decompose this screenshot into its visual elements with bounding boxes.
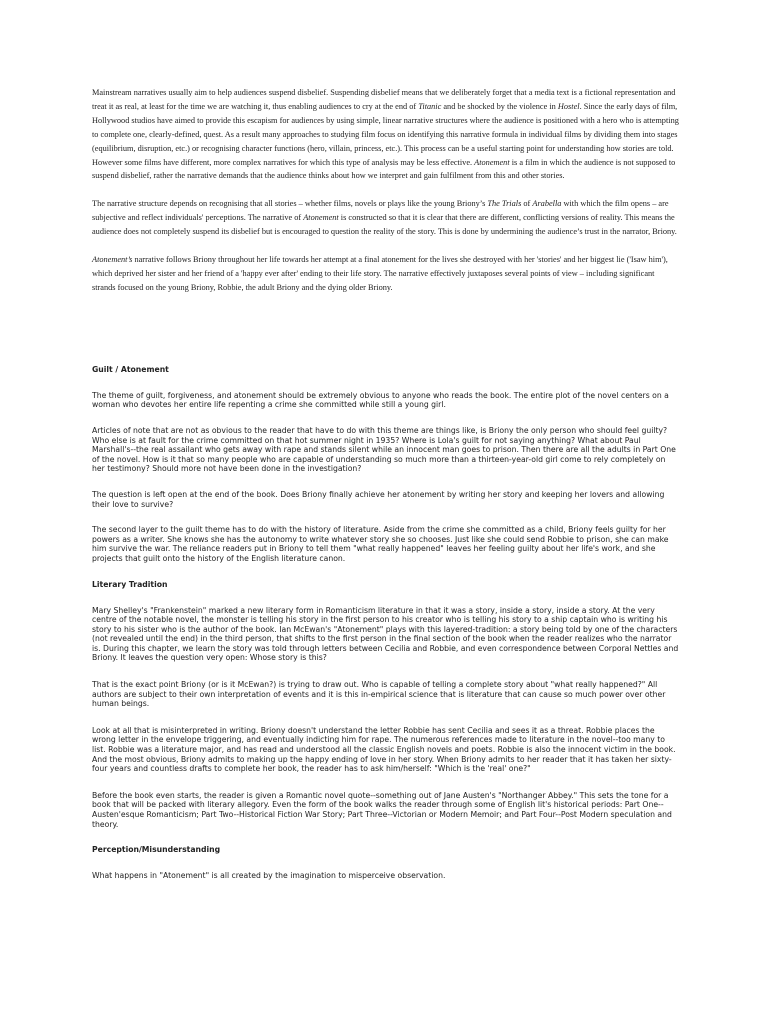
perception-paragraph-1: What happens in "Atonement" is all created by the imagination to misperceive observation.: [92, 871, 446, 881]
italic-title: Atonement: [474, 157, 510, 167]
guilt-paragraph-1: The theme of guilt, forgiveness, and atonement should be extremely obvious to anyone who reads the book. The entire plot of the novel centers on a woman who devotes her entire life repenting a crime she committed while still a young girl.: [92, 390, 669, 410]
literary-paragraph-3: Look at all that is misinterpreted in writing. Briony doesn't understand the letter Robbie has sent Cecilia and sees it as a threat. Robbie places the wrong letter in the envelope triggering, and eventually indicting him for rape. The numerous references made to literature in the novel--too many to list. Robbie was a literature major, and has read and understood all the classic English novels and poets. Robbie is also the innocent victim in the book. And the most obvious, Briony admits to making up the happy ending of love in her story. When Briony admits to her reader that it has taken her sixty-four years and countless drafts to complete her book, the reader has to ask him/herself: "Which is the 'real' one?": [92, 725, 676, 774]
literary-paragraph-2: That is the exact point Briony (or is it McEwan?) is trying to draw out. Who is capable of telling a complete story about "what really happened?" All authors are subject to their own interpretation of events and it is this in-empirical science that is literature that can cause so much power over other human beings.: [92, 680, 666, 709]
guilt-heading: Guilt / Atonement: [92, 364, 169, 374]
guilt-paragraph-3: The question is left open at the end of the book. Does Briony finally achieve her atonement by writing her story and keeping her lovers and allowing their love to survive?: [92, 489, 665, 509]
italic-title: The Trials: [487, 199, 522, 209]
italic-title: Titanic: [418, 101, 442, 111]
italic-title: Atonement’s: [92, 255, 133, 265]
intro-paragraph-2: The narrative structure depends on recognising that all stories – whether films, novels or plays like the young Briony’s The Trials of Arabella with which the film opens – are subjective and reflect individuals' perceptions. The narrative of Atonement is constructed so that it is clear that there are different, conflicting versions of reality. This means the audience does not completely suspend its disbelief but is encouraged to question the reality of the story. This is done by undermining the audience’s trust in the narrator, Briony.: [92, 199, 677, 237]
literary-heading: Literary Tradition: [92, 579, 168, 589]
italic-title: Hostel: [557, 101, 580, 111]
italic-title: Arabella: [532, 199, 562, 209]
guilt-paragraph-4: The second layer to the guilt theme has to do with the history of literature. Aside from the crime she committed as a child, Briony feels guilty for her powers as a writer. She knows she has the autonomy to write whatever story she so chooses. Just like she could send Robbie to prison, she can make him survive the war. The reliance readers put in Briony to tell them "what really happened" leaves her feeling guilty about her life's work, and she projects that guilt onto the history of the English literature canon.: [92, 525, 669, 563]
intro-paragraph-1: Mainstream narratives usually aim to help audiences suspend disbelief. Suspending disbelief means that we deliberately forget that a media text is a fictional representation and treat it as real, at least for the time we are watching it, thus enabling audiences to cry at the end of Titanic and be shocked by the violence in Hostel. Since the early days of film, Hollywood studios have aimed to provide this escapism for audiences by using simple, linear narrative structures where the audience is positioned with a hero who is attempting to complete one, clearly-defined, quest. As a result many approaches to studying film focus on identifying this narrative formula in individual films by dividing them into stages (equilibrium, disruption, etc.) or recognising character functions (hero, villain, princess, etc.). This process can be a useful starting point for understanding how stories are told. However some films have different, more complex narratives for which this type of analysis may be less effective. Atonement is a film in which the audience is not supposed to suspend disbelief, rather the narrative demands that the audience thinks about how we interpret and gain fulfilment from this and other stories.: [92, 88, 679, 181]
literary-paragraph-4: Before the book even starts, the reader is given a Romantic novel quote--something out of Jane Austen's "Northanger Abbey." This sets the tone for a book that will be packed with literary allegory. Even the form of the book walks the reader through some of English lit's historical periods: Part One--Austen'esque Romanticism; Part Two--Historical Fiction War Story; Part Three--Victorian or Modern Memoir; and Part Four--Post Modern speculation and theory.: [92, 790, 672, 829]
guilt-paragraph-2: Articles of note that are not as obvious to the reader that have to do with this theme are things like, is Briony the only person who should feel guilty? Who else is at fault for the crime committed on that hot summer night in 1935? Where is Lola's guilt for not saying anything? What about Paul Marshall's--the real assailant who gets away with rape and stands silent while an innocent man goes to prison. Then there are all the adults in Part One of the novel. How is it that so many people who are capable of understanding so much more than a thirteen-year-old girl come to rely completely on her testimony? Should more not have been done in the investigation?: [92, 425, 676, 474]
document-page: [92, 86, 679, 881]
intro-paragraph-3: Atonement’s narrative follows Briony throughout her life towards her attempt at a final atonement for the lives she destroyed with her 'stories' and her biggest lie ('Isaw him'), which deprived her sister and her friend of a 'happy ever after' ending to their life story. The narrative effectively juxtaposes several points of view – including significant strands focused on the young Briony, Robbie, the adult Briony and the dying older Briony.: [92, 255, 668, 292]
literary-paragraph-1: Mary Shelley's "Frankenstein" marked a new literary form in Romanticism literature in that it was a story, inside a story, inside a story. At the very centre of the notable novel, the monster is telling his story in the first person to his creator who is telling his story to a ship captain who is writing his story to his sister who is the author of the book. Ian McEwan's "Atonement" plays with this layered-tradition: a story being told by one of the characters (not revealed until the end) in the third person, that shifts to the first person in the final section of the book when the reader realizes who the narrator is. During this chapter, we learn the story was told through letters between Cecilia and Robbie, and even correspondence between Corporal Nettles and Briony. It leaves the question very open: Whose story is this?: [92, 605, 679, 663]
perception-heading: Perception/Misunderstanding: [92, 845, 221, 855]
italic-title: Atonement: [303, 213, 339, 223]
